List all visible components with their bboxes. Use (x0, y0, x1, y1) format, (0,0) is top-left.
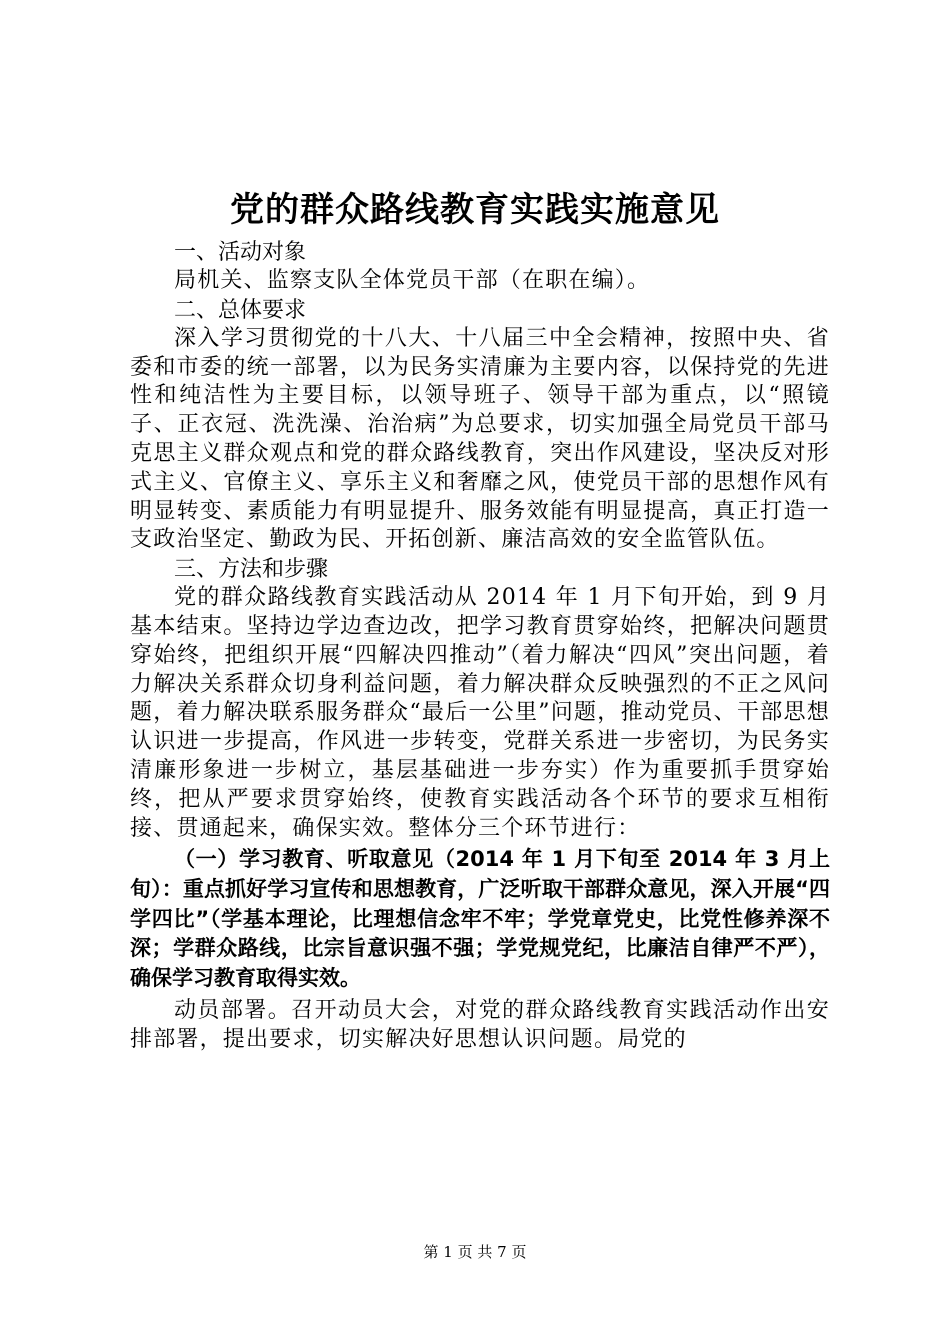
section-text-methods-steps: 党的群众路线教育实践活动从 2014 年 1 月下旬开始，到 9 月基本结束。坚持边学边查边改，把学习教育贯穿始终，把解决问题贯穿始终，把组织开展“四解决四推动”（着力解决“四风”突出问题，着力解决关系群众切身利益问题，着力解决群众反映强烈的不正之风问题，着力解决联系服务群众“最后一公里”问题，推动党员、干部思想认识进一步提高，作风进一步转变，党群关系进一步密切，为民务实清廉形象进一步树立，基层基础进一步夯实）作为重要抓手贯穿始终，把从严要求贯穿始终，使教育实践活动各个环节的要求互相衔接、贯通起来，确保实效。整体分三个环节进行： (130, 585, 830, 841)
section-text-activity-targets: 局机关、监察支队全体党员干部（在职在编）。 (174, 268, 651, 293)
page-footer: 第 1 页 共 7 页 (423, 1243, 527, 1261)
paragraph-mobilization: 动员部署。召开动员大会，对党的群众路线教育实践活动作出安排部署，提出要求，切实解决好思想认识问题。局党的 (130, 998, 830, 1053)
section-heading-overall-requirements: 二、总体要求 (174, 297, 307, 323)
section-heading-methods-steps: 三、方法和步骤 (174, 557, 329, 583)
section-text-overall-requirements: 深入学习贯彻党的十八大、十八届三中全会精神，按照中央、省委和市委的统一部署，以为民务实清廉为主要内容，以保持党的先进性和纯洁性为主要目标，以领导班子、领导干部为重点，以“照镜子、正衣冠、洗洗澡、治治病”为总要求，切实加强全局党员干部马克思主义群众观点和党的群众路线教育，突出作风建设，坚决反对形式主义、官僚主义、享乐主义和奢靡之风，使党员干部的思想作风有明显转变、素质能力有明显提升、服务效能有明显提高，真正打造一支政治坚定、勤政为民、开拓创新、廉洁高效的安全监管队伍。 (130, 325, 830, 553)
subsection-study-education: （一）学习教育、听取意见（2014 年 1 月下旬至 2014 年 3 月上旬）：重点抓好学习宣传和思想教育，广泛听取干部群众意见，深入开展“四学四比”（学基本理论，比理想信念牢不牢；学党章党史，比党性修养深不深；学群众路线，比宗旨意识强不强；学党规党纪，比廉洁自律严不严），确保学习教育取得实效。 (130, 847, 830, 990)
section-heading-activity-targets: 一、活动对象 (174, 240, 307, 265)
document-title: 党的群众路线教育实践实施意见 (230, 190, 720, 230)
document-body (130, 238, 830, 1055)
